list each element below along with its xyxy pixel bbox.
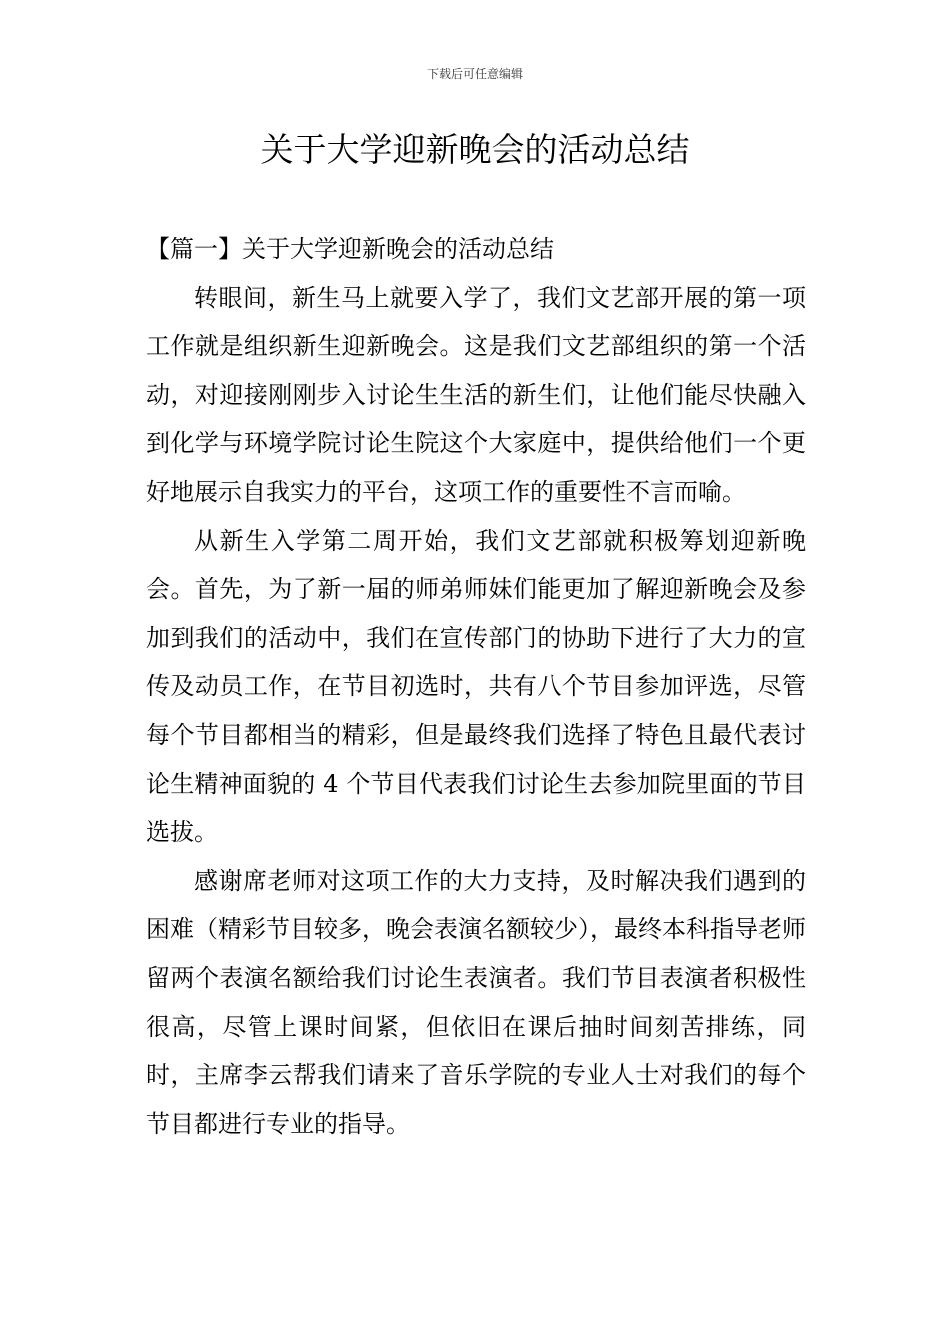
document-title: 关于大学迎新晚会的活动总结 [260, 130, 690, 169]
paragraph-3: 感谢席老师对这项工作的大力支持，及时解决我们遇到的困难（精彩节目较多，晚会表演名额较少），最终本科指导老师留两个表演名额给我们讨论生表演者。我们节目表演者积极性很高，尽管上课时间紧，但依旧在课后抽时间刻苦排练，同时，主席李云帮我们请来了音乐学院的专业人士对我们的每个节目都进行专业的指导。 [146, 866, 806, 1138]
paragraph-1: 转眼间，新生马上就要入学了，我们文艺部开展的第一项工作就是组织新生迎新晚会。这是我们文艺部组织的第一个活动，对迎接刚刚步入讨论生生活的新生们，让他们能尽快融入到化学与环境学院讨论生院这个大家庭中，提供给他们一个更好地展示自我实力的平台，这项工作的重要性不言而喻。 [146, 283, 806, 506]
page-header-note: 下载后可任意编辑 [426, 67, 523, 81]
document-body [146, 225, 806, 1148]
section-heading: 【篇一】关于大学迎新晚会的活动总结 [146, 235, 554, 263]
paragraph-2: 从新生入学第二周开始，我们文艺部就积极筹划迎新晚会。首先，为了新一届的师弟师妹们能更加了解迎新晚会及参加到我们的活动中，我们在宣传部门的协助下进行了大力的宣传及动员工作，在节目初选时，共有八个节目参加评选，尽管每个节目都相当的精彩，但是最终我们选择了特色且最代表讨论生精神面貌的 4 个节目代表我们讨论生去参加院里面的节目选拔。 [146, 526, 806, 847]
